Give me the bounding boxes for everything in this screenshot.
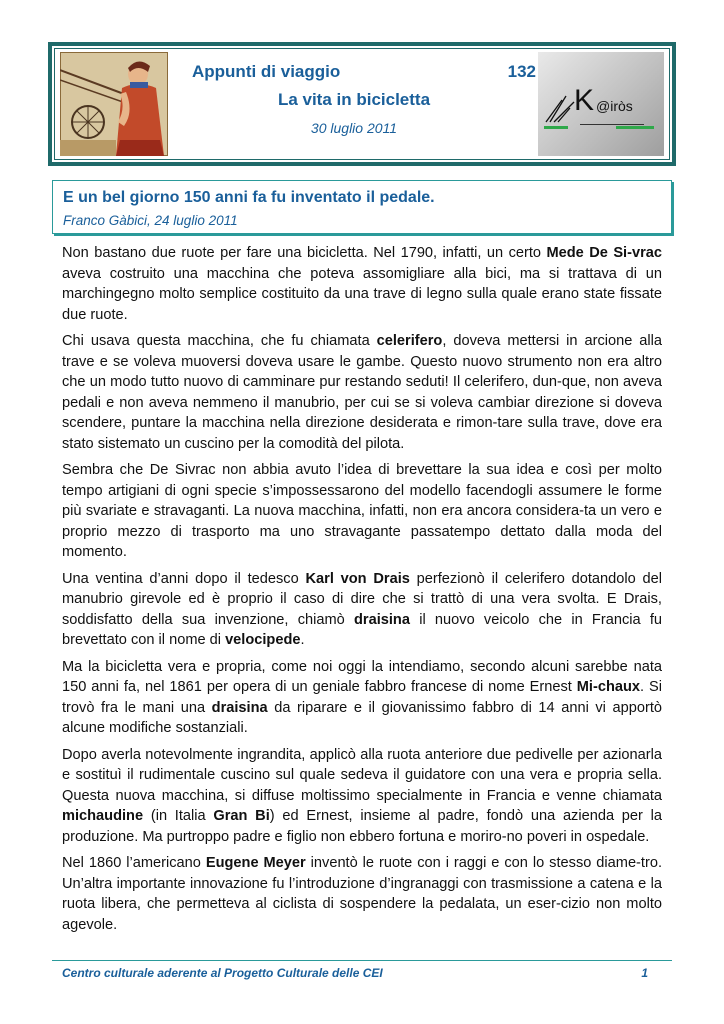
text-run: Sembra che De Sivrac non abbia avuto l’idea di brevettare la sua idea e così per molto tempo artigiani di ogni specie s’impossessarono del modello facendogli assumere le forme più svariate e stravaganti. La nuova macchina, infatti, non era ancora considera-ta un vero e proprio mezzo di trasporto ma uno stravagante passatempo dettato dalla moda del momento. (62, 462, 662, 560)
bold-term: draisina (354, 611, 410, 628)
paragraph (62, 745, 662, 848)
text-run: Nel 1860 l’americano (62, 855, 206, 871)
series-title: Appunti di viaggio (192, 62, 341, 81)
header-date: 30 luglio 2011 (310, 120, 398, 136)
bold-term: velocipede (225, 632, 301, 648)
footer-text: Centro culturale aderente al Progetto Culturale delle CEI (62, 966, 383, 980)
logo-green-bar-left (544, 126, 568, 129)
text-run: Dopo averla notevolmente ingrandita, applicò alla ruota anteriore due pedivelle per azionarla e sostituì il rudimentale cuscino sul quale sedeva il guidatore con una vera e propria sella. Questa nuova macchina, si diffuse moltissimo specialmente in Francia e venne chiamata (62, 746, 662, 804)
text-run: aveva costruito una macchina che poteva assomigliare alla bici, ma si trattava di un marchingegno molto semplice costituito da una trave di legno sulla quale erano state fissate due ruote. (62, 265, 662, 323)
page-number: 1 (641, 966, 648, 980)
header-subtitle: La vita in bicicletta (277, 90, 431, 109)
logo-k-letter: K (574, 84, 595, 117)
logo-airos-text: @iròs (596, 98, 633, 114)
text-run: ) ed Ernest, insieme al padre, fondò una azienda per la produzione. Ma purtroppo padre e figlio non ebbero fortuna e moriro-no poveri in ospedale. (62, 808, 662, 845)
issue-number: 132 (507, 62, 536, 81)
logo-green-bar-right (616, 126, 654, 129)
bold-term: draisina (211, 699, 268, 716)
header-illustration (60, 52, 168, 156)
logo-underline (580, 124, 644, 125)
header-box (48, 42, 676, 166)
paragraph (62, 331, 662, 454)
article-body (62, 243, 662, 941)
text-run: (in Italia (143, 808, 214, 824)
text-run: Una ventina d’anni dopo il tedesco (62, 570, 306, 587)
text-run: perfezionò il celerifero dotandolo del manubrio girevole ed è proprio il caso di dire che si trattò di una vera svolta. E Drais, soddisfatto della sua invenzione, chiamò (62, 570, 662, 628)
paragraph (62, 569, 662, 651)
bold-term: Gran Bi (213, 808, 270, 824)
bold-term: michaudine (62, 808, 144, 824)
bold-term: Mede De Si-vrac (546, 245, 662, 261)
text-run: Ma la bicicletta vera e propria, come noi oggi la intendiamo, secondo alcuni sarebbe nata 150 anni fa, nel 1861 per opera di un geniale fabbro francese di nome Ernest (62, 658, 662, 695)
article-header-box (52, 180, 672, 234)
text-run: , doveva mettersi in arcione alla trave e se voleva muoversi doveva usare le gambe. Questo nuovo strumento non era altro che un modo tutto nuovo di camminare pur restando seduti! Il celerifero, dun-que, non aveva pedali e non aveva nemmeno il manubrio, per cui se si voleva cambiar direzione si doveva scendere, puntare la macchina nella direzione desiderata e rimon-tare sulla trave, dove era stato sistemato un cuscino per la comodità del pilota. (62, 333, 662, 452)
paragraph (62, 657, 662, 739)
paragraph (62, 243, 662, 325)
text-run: . (300, 632, 305, 648)
kairos-logo (538, 52, 664, 156)
bold-term: celerifero (376, 333, 443, 349)
bold-term: Karl von Drais (305, 570, 410, 587)
spinning-woman-illustration (60, 52, 168, 156)
footer-divider (52, 960, 672, 961)
header-center (172, 54, 536, 158)
text-run: . Si trovò fra le mani una (62, 679, 662, 716)
text-run: Chi usava questa macchina, che fu chiamata (62, 333, 377, 349)
text-run: il nuovo veicolo che in Francia fu brevettato con il nome di (62, 611, 663, 648)
article-author: Franco Gàbici, 24 luglio 2011 (63, 213, 238, 228)
article-title: E un bel giorno 150 anni fa fu inventato il pedale. (63, 189, 435, 206)
text-run: da riparare e il giovanissimo fabbro di 14 anni vi apportò alcune modifiche sostanziali. (62, 699, 662, 736)
bold-term: Mi-chaux (576, 679, 641, 695)
bold-term: Eugene Meyer (205, 855, 306, 871)
paragraph (62, 853, 662, 935)
paragraph (62, 460, 662, 563)
text-run: Non bastano due ruote per fare una bicicletta. Nel 1790, infatti, un certo (62, 245, 547, 261)
text-run: inventò le ruote con i raggi e con lo stesso diame-tro. Un’altra importante innovazione fu l’introduzione d’ingranaggi con trasmissione a catena e la ruota libera, che permetteva al ciclista di sospendere la pedalata, un eser-cizio non molto agevole. (62, 855, 662, 933)
